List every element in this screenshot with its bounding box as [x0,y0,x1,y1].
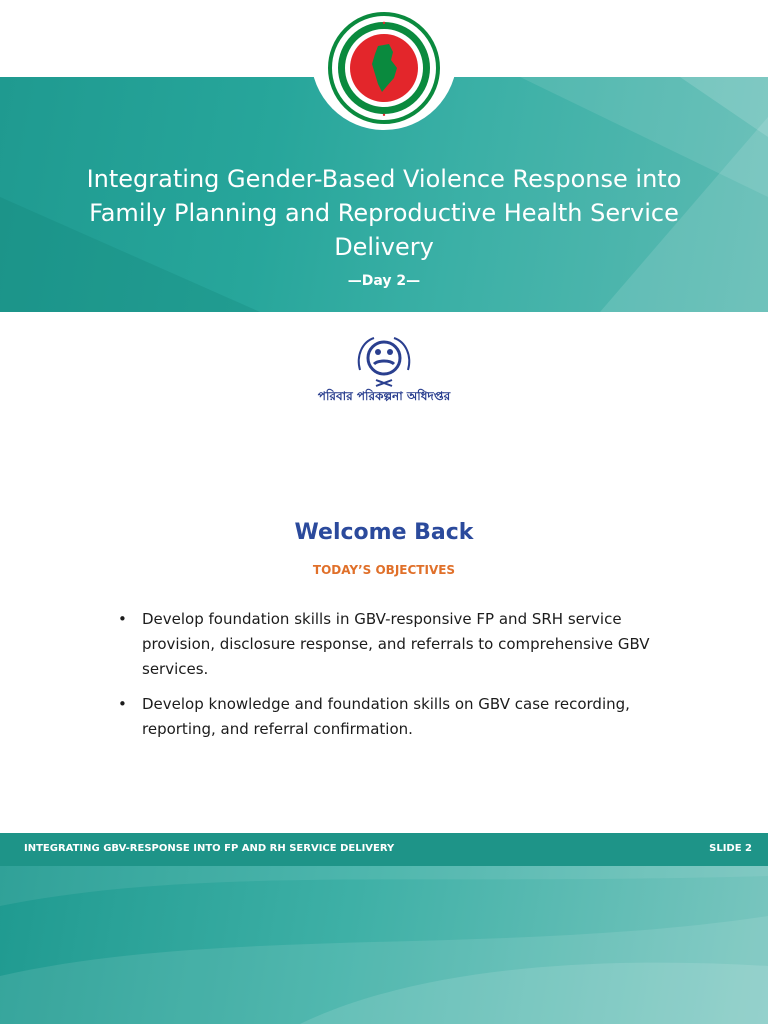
objectives-list [116,607,656,752]
svg-text:•: • [381,19,387,28]
objective-item [116,607,656,682]
bullet-icon: • [118,695,127,713]
slide-title: Integrating Gender-Based Violence Response into Family Planning and Reproductive Health Service Delivery [86,165,682,261]
government-seal-icon [323,12,445,124]
fp-department-caption: পরিবার পরিকল্পনা অধিদপ্তর [317,389,451,403]
family-planning-emblem-icon [352,334,416,388]
bottom-wave-decoration [0,866,768,1024]
svg-text:•: • [381,111,387,120]
objectives-heading: TODAY’S OBJECTIVES [312,563,456,577]
objective-text: Develop foundation skills in GBV-responsive FP and SRH service provision, disclosure response, and referrals to comprehensive GBV services. [142,610,650,678]
objective-item [116,692,656,742]
welcome-heading: Welcome Back [294,520,474,545]
objective-text: Develop knowledge and foundation skills on GBV case recording, reporting, and referral confirmation. [142,695,630,738]
slide-number: SLIDE 2 [709,843,752,854]
day-label: —Day 2— [347,273,421,289]
bottom-decoration [0,866,768,1024]
footer-title: INTEGRATING GBV-RESPONSE INTO FP AND RH SERVICE DELIVERY [24,843,395,854]
bullet-icon: • [118,610,127,628]
